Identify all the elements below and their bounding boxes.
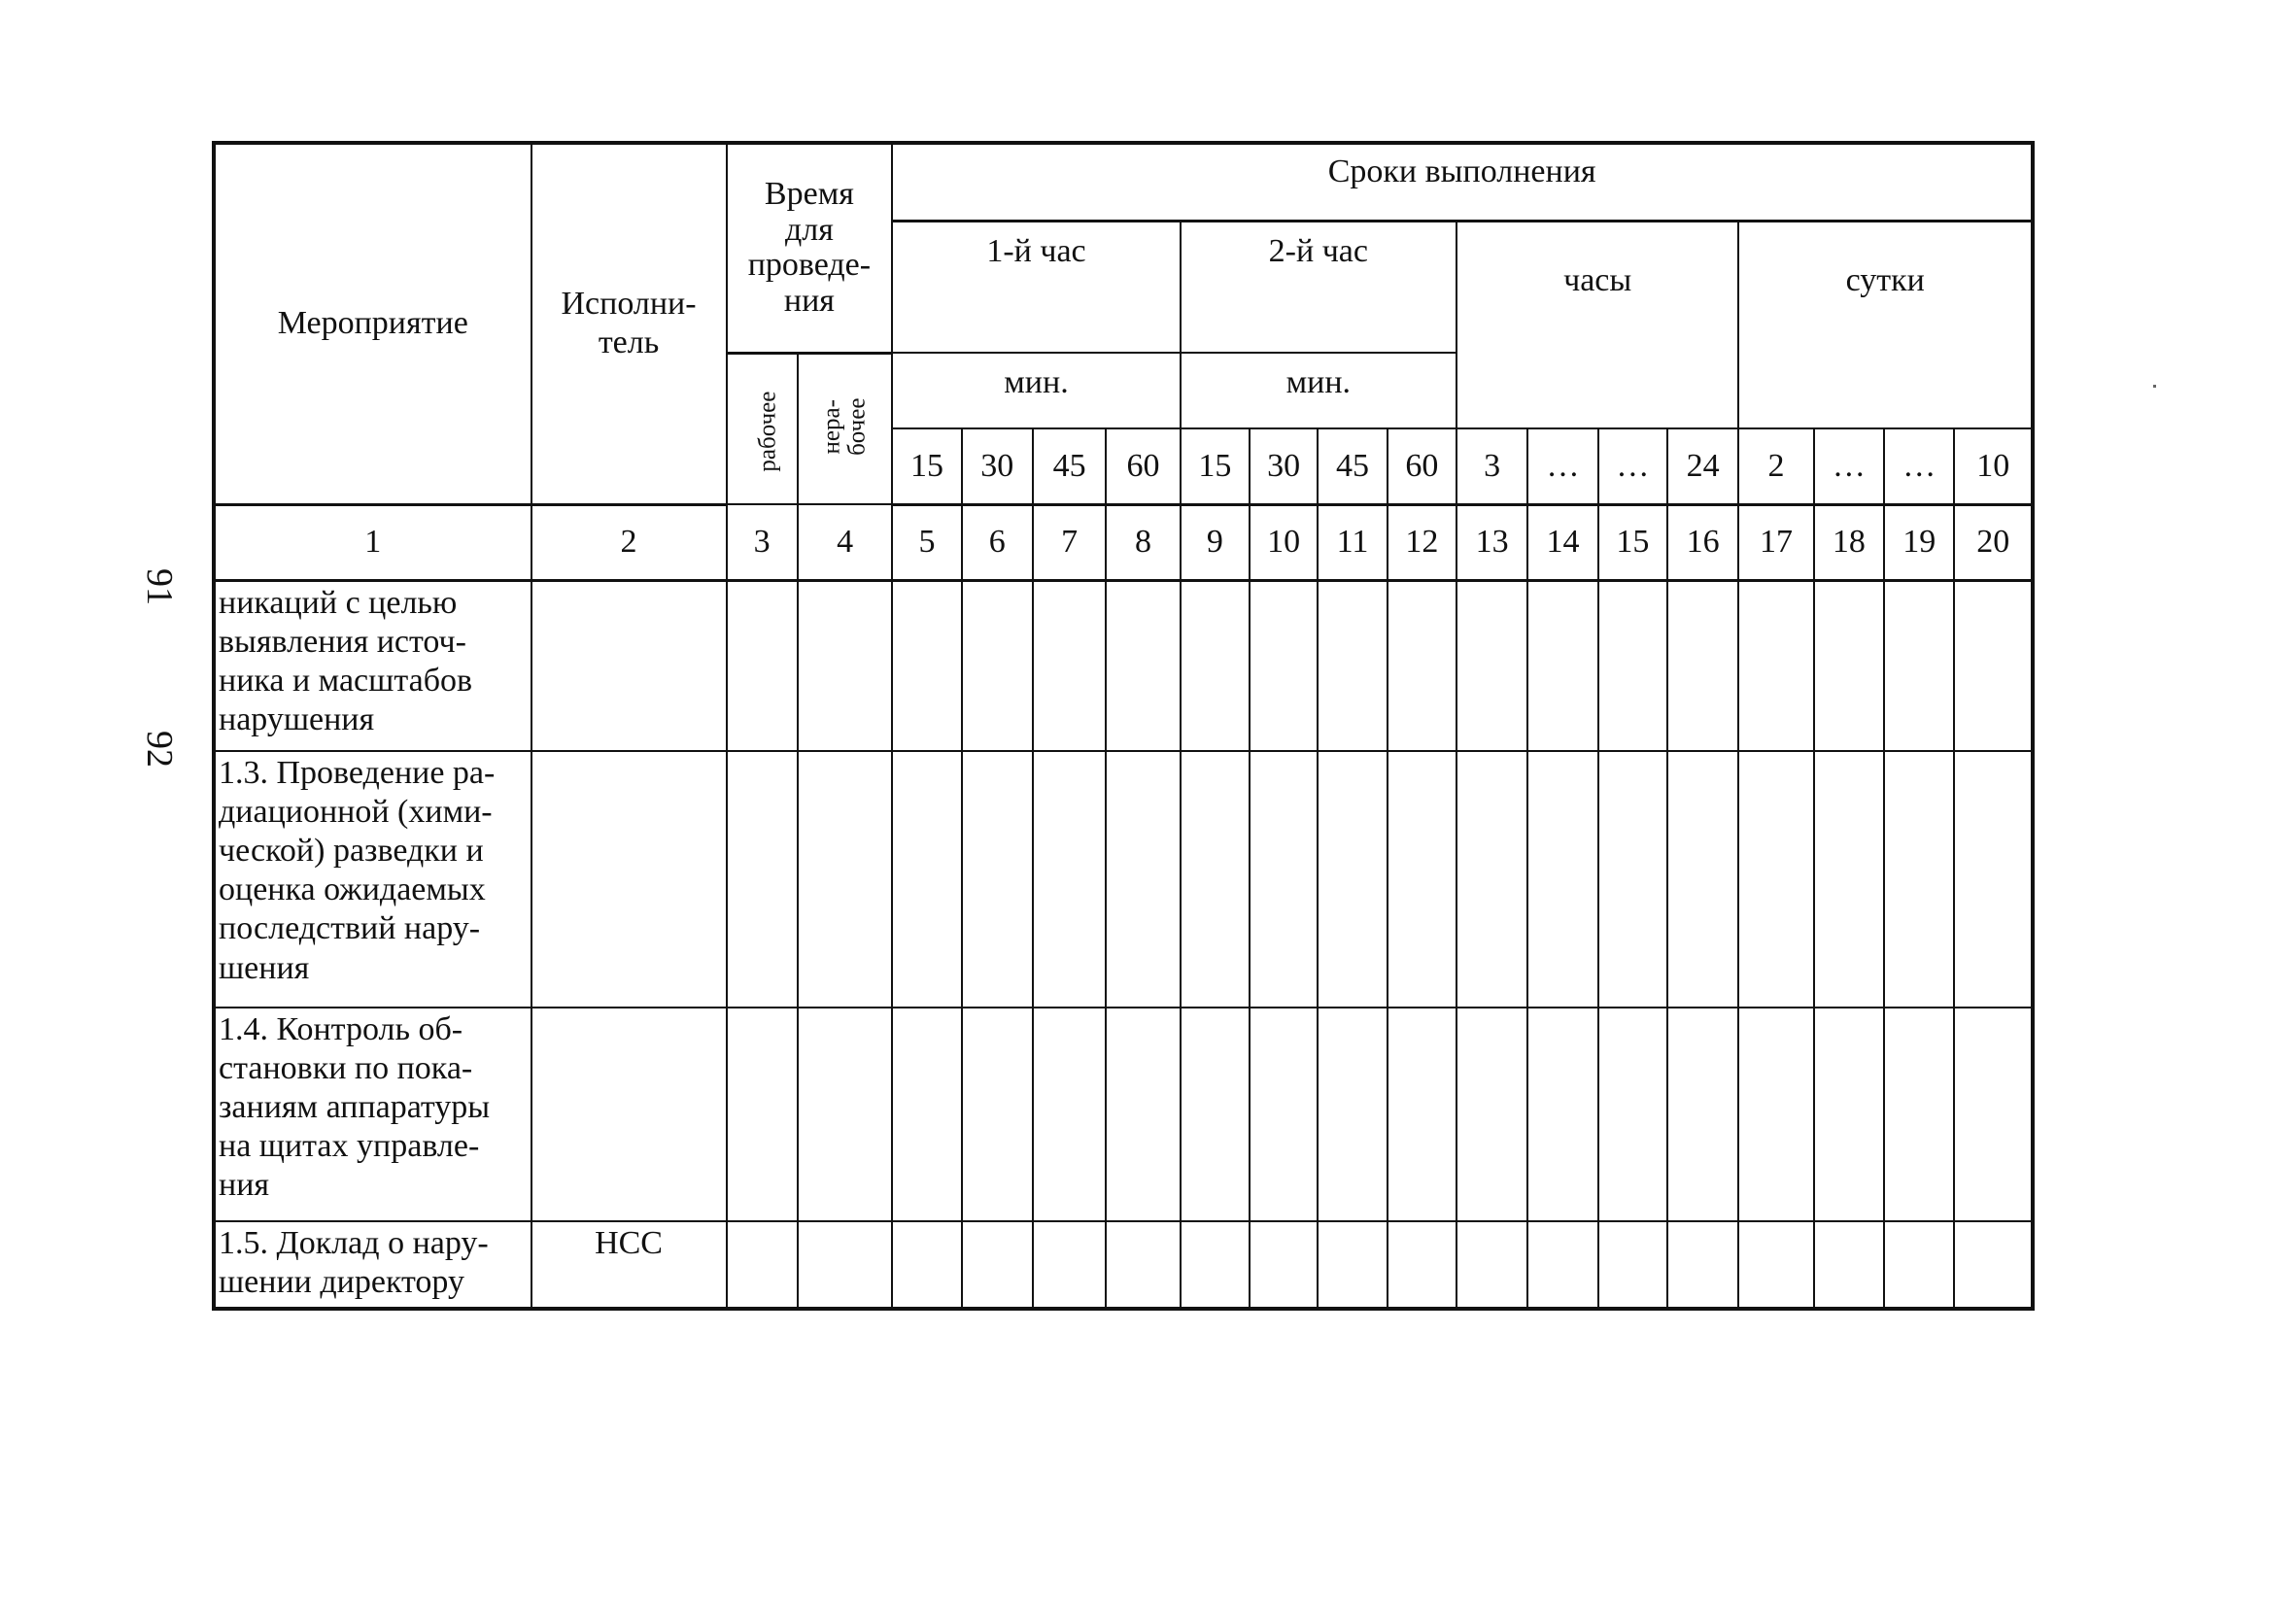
tick-cell: 2	[1738, 428, 1813, 504]
schedule-cell	[962, 751, 1033, 1008]
activity-cell: 1.4. Контроль об- становки по пока- заниям аппаратуры на щитах управле- ния	[214, 1008, 531, 1221]
column-number: 14	[1527, 504, 1597, 580]
schedule-cell	[1456, 1008, 1527, 1221]
schedule-cell	[1884, 1008, 1954, 1221]
tick-cell: 10	[1954, 428, 2033, 504]
activity-cell: 1.5. Доклад о нару- шении директору	[214, 1221, 531, 1309]
column-number: 8	[1106, 504, 1180, 580]
column-number: 5	[892, 504, 961, 580]
time-nonworking-label: нера- бочее	[818, 397, 871, 456]
schedule-cell	[1738, 751, 1813, 1008]
schedule-cell	[1250, 580, 1318, 751]
tick-cell: 60	[1106, 428, 1180, 504]
schedule-cell	[892, 1221, 961, 1309]
performer-cell	[531, 580, 727, 751]
schedule-cell	[1456, 751, 1527, 1008]
schedule-cell	[1954, 1008, 2033, 1221]
schedule-cell	[1667, 751, 1738, 1008]
schedule-cell	[1667, 580, 1738, 751]
schedule-cell	[1456, 1221, 1527, 1309]
schedule-cell	[1598, 751, 1667, 1008]
performer-cell: НСС	[531, 1221, 727, 1309]
tick-cell: 30	[962, 428, 1033, 504]
schedule-cell	[727, 1221, 798, 1309]
header-activity: Мероприятие	[214, 143, 531, 504]
schedule-cell	[1033, 1008, 1106, 1221]
activity-cell: 1.3. Проведение ра- диационной (хими- ческой) разведки и оценка ожидаемых последствий нару- шения	[214, 751, 531, 1008]
tick-cell: 24	[1667, 428, 1738, 504]
header-hour1: 1-й час	[892, 221, 1180, 353]
schedule-cell	[962, 1008, 1033, 1221]
tick-cell: …	[1884, 428, 1954, 504]
tick-cell: 30	[1250, 428, 1318, 504]
column-number: 11	[1318, 504, 1387, 580]
column-number: 7	[1033, 504, 1106, 580]
schedule-cell	[1954, 1221, 2033, 1309]
schedule-cell	[1181, 1221, 1250, 1309]
schedule-cell	[1598, 1221, 1667, 1309]
column-number: 16	[1667, 504, 1738, 580]
table-row	[214, 751, 2033, 1008]
schedule-cell	[1884, 751, 1954, 1008]
schedule-cell	[798, 1221, 892, 1309]
page-number-91: 91	[139, 568, 180, 605]
schedule-cell	[1954, 751, 2033, 1008]
column-number: 17	[1738, 504, 1813, 580]
schedule-cell	[1106, 1221, 1180, 1309]
schedule-cell	[892, 1008, 961, 1221]
tick-cell: 15	[1181, 428, 1250, 504]
column-number: 13	[1456, 504, 1527, 580]
schedule-cell	[1456, 580, 1527, 751]
schedule-cell	[1033, 1221, 1106, 1309]
column-number: 2	[531, 504, 727, 580]
header-performer: Исполни- тель	[531, 143, 727, 504]
schedule-cell	[1814, 751, 1884, 1008]
header-min2: мин.	[1181, 353, 1456, 428]
schedule-cell	[1388, 1008, 1456, 1221]
schedule-cell	[892, 580, 961, 751]
schedule-cell	[727, 1008, 798, 1221]
schedule-cell	[727, 751, 798, 1008]
tick-cell: 15	[892, 428, 961, 504]
schedule-cell	[1106, 751, 1180, 1008]
schedule-cell	[1884, 580, 1954, 751]
schedule-cell	[1667, 1221, 1738, 1309]
header-time-working	[727, 353, 798, 504]
column-number: 12	[1388, 504, 1456, 580]
schedule-cell	[1318, 580, 1387, 751]
schedule-cell	[962, 1221, 1033, 1309]
schedule-cell	[1738, 1008, 1813, 1221]
schedule-cell	[1033, 751, 1106, 1008]
schedule-cell	[892, 751, 961, 1008]
schedule-cell	[1527, 580, 1597, 751]
tick-cell: 3	[1456, 428, 1527, 504]
time-working-label: рабочее	[753, 391, 780, 472]
schedule-cell	[1033, 580, 1106, 751]
schedule-cell	[1181, 580, 1250, 751]
tick-cell: 60	[1388, 428, 1456, 504]
table-row	[214, 1221, 2033, 1309]
column-number: 1	[214, 504, 531, 580]
header-hour2: 2-й час	[1181, 221, 1456, 353]
schedule-cell	[1106, 1008, 1180, 1221]
header-min1: мин.	[892, 353, 1180, 428]
schedule-cell	[1527, 751, 1597, 1008]
table-row	[214, 580, 2033, 751]
tick-cell: 45	[1033, 428, 1106, 504]
schedule-cell	[727, 580, 798, 751]
schedule-cell	[1181, 751, 1250, 1008]
schedule-cell	[1388, 1221, 1456, 1309]
header-time-nonworking	[798, 353, 892, 504]
schedule-cell	[1884, 1221, 1954, 1309]
scan-speck	[2153, 385, 2156, 388]
schedule-cell	[798, 580, 892, 751]
schedule-cell	[798, 751, 892, 1008]
schedule-cell	[1181, 1008, 1250, 1221]
page-number-92: 92	[139, 731, 180, 768]
schedule-cell	[962, 580, 1033, 751]
header-deadlines: Сроки выполнения	[892, 143, 2033, 221]
tick-cell: …	[1814, 428, 1884, 504]
tick-cell: …	[1527, 428, 1597, 504]
schedule-cell	[1738, 1221, 1813, 1309]
schedule-cell	[1318, 751, 1387, 1008]
column-number: 6	[962, 504, 1033, 580]
schedule-cell	[1814, 1221, 1884, 1309]
schedule-cell	[1527, 1221, 1597, 1309]
schedule-cell	[1527, 1008, 1597, 1221]
schedule-cell	[1318, 1221, 1387, 1309]
schedule-cell	[1388, 751, 1456, 1008]
schedule-cell	[1318, 1008, 1387, 1221]
schedule-cell	[1106, 580, 1180, 751]
schedule-table	[212, 141, 2035, 1311]
schedule-cell	[1598, 1008, 1667, 1221]
table-row	[214, 1008, 2033, 1221]
schedule-cell	[1250, 1008, 1318, 1221]
schedule-cell	[1388, 580, 1456, 751]
tick-cell: …	[1598, 428, 1667, 504]
column-number: 9	[1181, 504, 1250, 580]
column-number: 15	[1598, 504, 1667, 580]
header-days: сутки	[1738, 221, 2033, 428]
schedule-cell	[1598, 580, 1667, 751]
performer-cell	[531, 1008, 727, 1221]
schedule-cell	[798, 1008, 892, 1221]
performer-cell	[531, 751, 727, 1008]
header-time: Время для проведе- ния	[727, 143, 893, 353]
schedule-cell	[1814, 1008, 1884, 1221]
schedule-cell	[1250, 1221, 1318, 1309]
tick-cell: 45	[1318, 428, 1387, 504]
header-hours: часы	[1456, 221, 1738, 428]
column-number: 19	[1884, 504, 1954, 580]
activity-cell: никаций с целью выявления источ- ника и масштабов нарушения	[214, 580, 531, 751]
column-number: 3	[727, 504, 798, 580]
schedule-cell	[1738, 580, 1813, 751]
schedule-cell	[1667, 1008, 1738, 1221]
schedule-cell	[1954, 580, 2033, 751]
column-number: 4	[798, 504, 892, 580]
schedule-cell	[1250, 751, 1318, 1008]
column-number: 20	[1954, 504, 2033, 580]
schedule-cell	[1814, 580, 1884, 751]
column-number: 10	[1250, 504, 1318, 580]
column-number: 18	[1814, 504, 1884, 580]
